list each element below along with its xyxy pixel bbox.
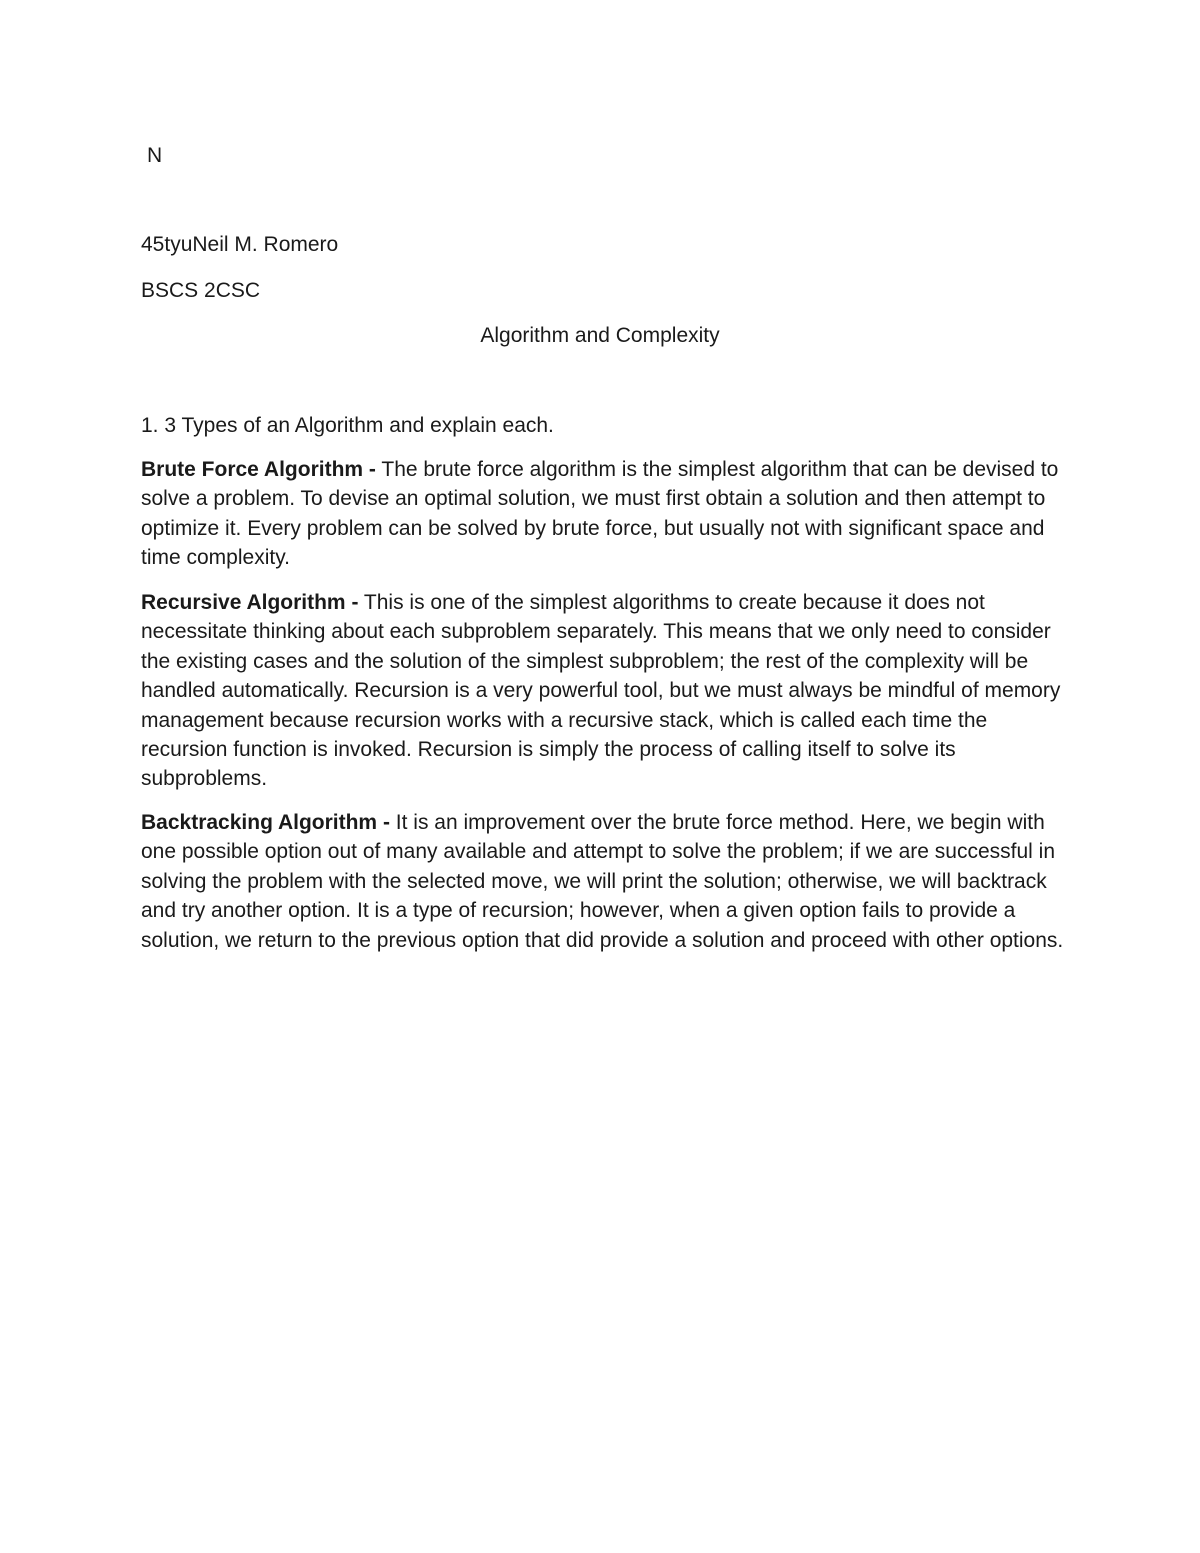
question-heading: 1. 3 Types of an Algorithm and explain each. bbox=[141, 414, 554, 437]
brute-force-paragraph bbox=[141, 455, 1071, 573]
page-marker: N bbox=[147, 144, 163, 167]
backtracking-term: Backtracking Algorithm - bbox=[141, 811, 390, 834]
backtracking-text: It is an improvement over the brute force method. Here, we begin with one possible option out of many available and attempt to solve the problem; if we are successful in solving the problem with the selected move, we will print the solution; otherwise, we will backtrack and try another option. It is a type of recursion; however, when a given option fails to provide a solution, we return to the previous option that did provide a solution and proceed with other options. bbox=[141, 811, 1064, 952]
document-title: Algorithm and Complexity bbox=[480, 324, 720, 347]
author-name: 45tyuNeil M. Romero bbox=[141, 233, 339, 256]
recursive-term: Recursive Algorithm - bbox=[141, 591, 359, 614]
course-code: BSCS 2CSC bbox=[141, 279, 261, 302]
brute-force-text: The brute force algorithm is the simplest algorithm that can be devised to solve a problem. To devise an optimal solution, we must first obtain a solution and then attempt to optimize it. Every problem can be solved by brute force, but usually not with significant space and time complexity. bbox=[141, 458, 1059, 570]
recursive-text: This is one of the simplest algorithms to create because it does not necessitate thinking about each subproblem separately. This means that we only need to consider the existing cases and the solution of the simplest subproblem; the rest of the complexity will be handled automatically. Recursion is a very powerful tool, but we must always be mindful of memory management because recursion works with a recursive stack, which is called each time the recursion function is invoked. Recursion is simply the process of calling itself to solve its subproblems. bbox=[141, 591, 1061, 791]
recursive-paragraph bbox=[141, 588, 1071, 794]
brute-force-term: Brute Force Algorithm - bbox=[141, 458, 376, 481]
backtracking-paragraph bbox=[141, 808, 1071, 955]
